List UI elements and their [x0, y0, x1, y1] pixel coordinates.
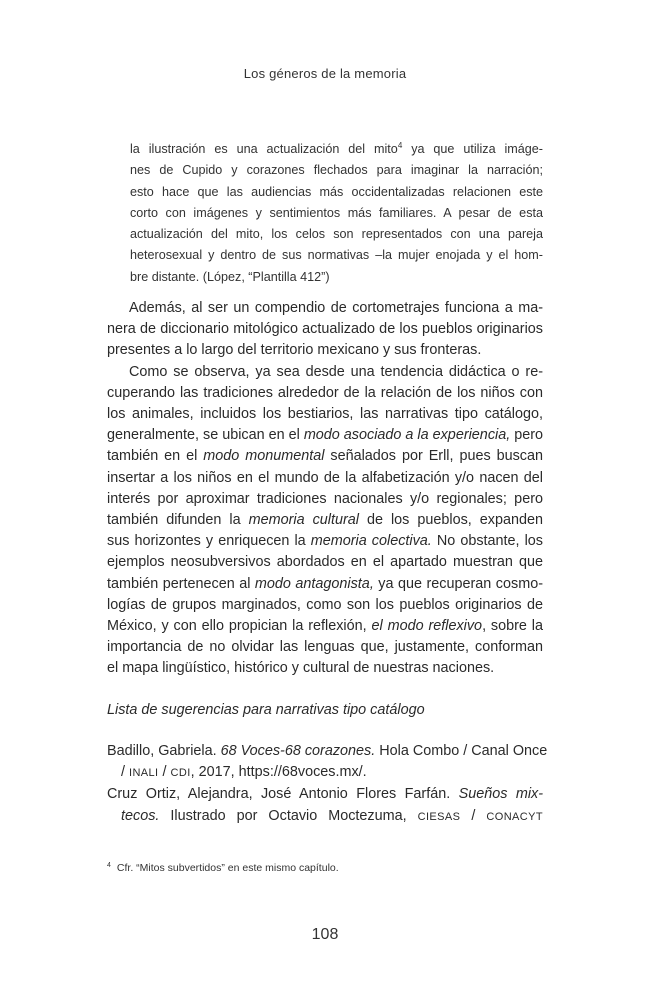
quote-line: bre distante. (López, “Plantilla 412”) — [130, 269, 330, 284]
reference-entry: Cruz Ortiz, Alejandra, José Antonio Flores Farfán. Sueños mix- — [107, 786, 543, 803]
quote-line: nes de Cupido y corazones flechados para imaginar la narración; — [130, 163, 543, 178]
text-line: también en el modo monumental señalados por Erll, pues buscan — [107, 448, 544, 465]
text-line: ejemplos neosubversivos abordados en el apartado muestran que — [107, 554, 543, 571]
reference-list — [107, 741, 548, 828]
footnote-text: Cfr. “Mitos subvertidos” en este mismo capítulo. — [116, 862, 339, 874]
block-quote — [130, 139, 543, 288]
text-line: importancia de no olvidar las lenguas que, justamente, conforman — [107, 639, 543, 656]
running-header: Los géneros de la memoria — [243, 66, 407, 81]
text-line: insertar a los niños en el mundo de la alfabetización y/o nacen del — [107, 469, 543, 486]
body-text — [107, 298, 543, 680]
text-line: también pertenecen al modo antagonista, ya que recuperan cosmo- — [107, 575, 543, 592]
text-line: nera de diccionario mitológico actualizado de los pueblos originarios — [107, 321, 543, 338]
quote-line: la ilustración es una actualización del mito$^4$ ya que utiliza imáge- — [130, 140, 543, 156]
page-number: 108 — [311, 926, 339, 943]
text-line: Además, al ser un compendio de cortometrajes funciona a ma- — [129, 300, 543, 316]
quote-line: actualización del mito, los celos son representados con una pareja — [130, 227, 543, 242]
text-line: Como se observa, ya sea desde una tendencia didáctica o re- — [129, 363, 543, 380]
text-line: México, y con ello propician la reflexión, el modo reflexivo, sobre la — [107, 618, 544, 635]
text-line: sus horizontes y enriquecen la memoria colectiva. No obstante, los — [107, 533, 543, 550]
footnote — [107, 862, 543, 874]
footnote-number: 4 — [107, 861, 111, 869]
reference-entry-cont: / INALI / CDI, 2017, https://68voces.mx/. — [121, 764, 367, 781]
text-line: los animales, incluidos los bestiarios, las narrativas tipo catálogo, — [107, 406, 543, 423]
reference-entry-cont: tecos. Ilustrado por Octavio Moctezuma, CIESAS / CONACYT — [121, 807, 543, 824]
quote-line: heterosexual y dentro de sus normativas –la mujer enojada y el hom- — [130, 248, 543, 263]
quote-line: corto con imágenes y sentimientos más familiares. A pesar de esta — [130, 205, 543, 220]
text-line: el mapa lingüístico, histórico y cultural de nuestras naciones. — [107, 660, 495, 677]
text-line: cuperando las tradiciones alrededor de la relación de los niños con — [107, 384, 543, 401]
text-line: interés por aproximar tradiciones nacionales y/o regionales; pero — [107, 490, 543, 507]
quote-line: esto hace que las audiencias más occidentalizadas relacionen este — [130, 184, 543, 199]
text-line: logías de grupos marginados, como son los pueblos originarios de — [107, 596, 543, 613]
paragraph-2 — [107, 362, 543, 680]
footnote-marker[interactable]: 4 — [397, 140, 403, 150]
paragraph-1 — [107, 298, 543, 362]
text-line: generalmente, se ubican en el modo asociado a la experiencia, pero — [107, 427, 544, 444]
reference-link[interactable]: , 2017, https://68voces.mx/. — [190, 764, 367, 781]
reference-entry: Badillo, Gabriela. 68 Voces-68 corazones. Hola Combo / Canal Once — [107, 743, 548, 759]
text-line: también difunden la memoria cultural de los pueblos, expanden — [107, 512, 543, 529]
section-heading: Lista de sugerencias para narrativas tipo catálogo — [107, 702, 425, 718]
text-line: presentes a lo largo del territorio mexicano y sus fronteras. — [107, 342, 482, 359]
